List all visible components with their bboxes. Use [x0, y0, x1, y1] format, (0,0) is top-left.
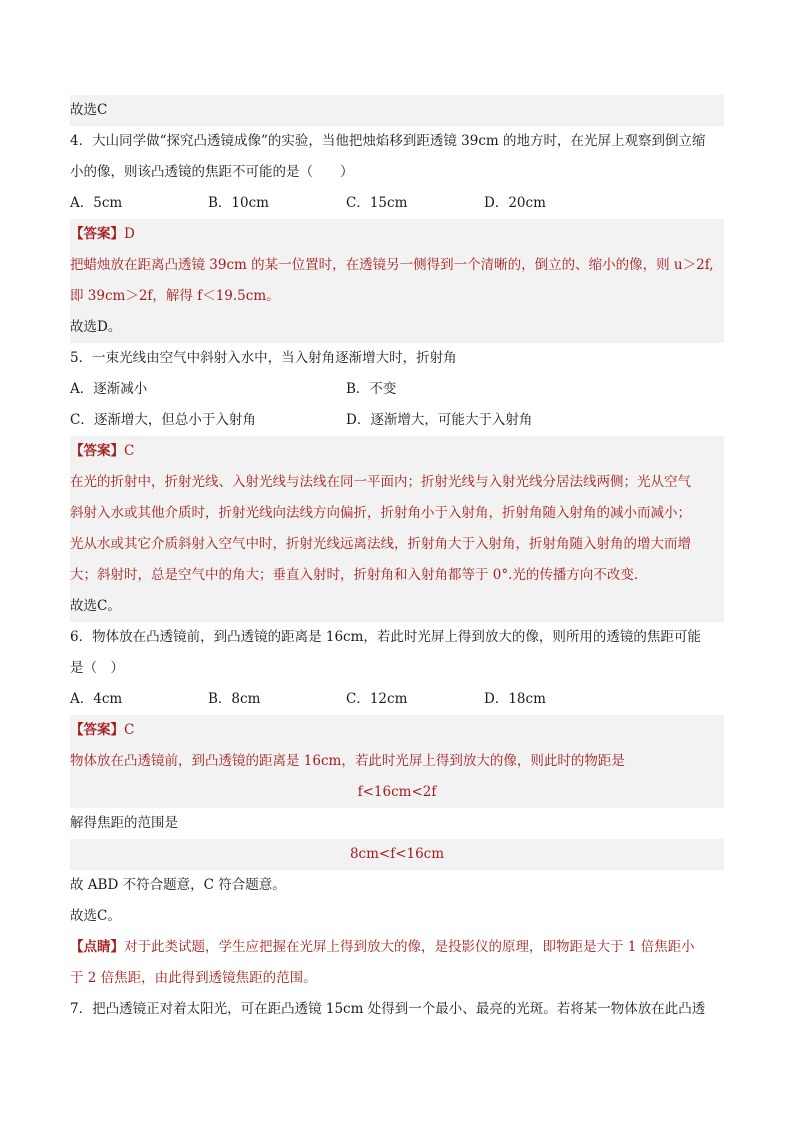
q4-answer: [70, 219, 724, 250]
q4-options: [70, 188, 724, 219]
q5-option-a: A．逐渐减小: [70, 381, 148, 397]
q6-answer-tag: 【答案】: [70, 722, 124, 738]
document-page: [70, 95, 724, 1025]
q6-formula1: f<16cm<2f: [70, 777, 724, 808]
q4-analysis-line2: 即 39cm＞2f，解得 f＜19.5cm。: [70, 281, 724, 312]
q6-analysis-line1: 物体放在凸透镜前，到凸透镜的距离是 16cm，若此时光屏上得到放大的像，则此时的物距是: [70, 746, 724, 777]
q5-conclusion: 故选C。: [70, 591, 724, 622]
q6-comment-text: 对于此类试题，学生应把握在光屏上得到放大的像，是投影仪的原理，即物距是大于 1 倍焦距小: [124, 939, 695, 955]
q4-option-d: D．20cm: [484, 195, 546, 211]
q4-option-b: B．10cm: [208, 195, 269, 211]
q6-option-a: A．4cm: [70, 691, 123, 707]
q4-conclusion: 故选D。: [70, 312, 724, 343]
q6-answer-value: C: [124, 722, 135, 738]
q4-answer-value: D: [124, 226, 135, 242]
q6-option-d: D．18cm: [484, 691, 546, 707]
q4-answer-tag: 【答案】: [70, 226, 124, 242]
q6-answer: [70, 715, 724, 746]
q6-options: [70, 684, 724, 715]
q6-stem-line2: 是（ ）: [70, 660, 124, 676]
q5-answer-value: C: [124, 443, 135, 459]
q6-option-b: B．8cm: [208, 691, 261, 707]
q6-analysis-line2: 解得焦距的范围是: [70, 815, 178, 831]
q4-stem-line1: 4．大山同学做“探究凸透镜成像”的实验，当他把烛焰移到距透镜 39cm 的地方时，在光屏上观察到倒立缩: [70, 133, 706, 149]
q5-analysis-line1: 在光的折射中，折射光线、入射光线与法线在同一平面内；折射光线与入射光线分居法线两侧；光从空气: [70, 467, 724, 498]
q6-conclusion: 故选C。: [70, 908, 121, 924]
q6-option-c: C．12cm: [346, 691, 408, 707]
q5-option-d: D．逐渐增大，可能大于入射角: [346, 412, 533, 428]
q5-option-c: C．逐渐增大，但总小于入射角: [70, 412, 256, 428]
q7-stem-line1: 7．把凸透镜正对着太阳光，可在距凸透镜 15cm 处得到一个最小、最亮的光斑。若将某一物体放在此凸透: [70, 1001, 706, 1017]
q6-comment-tag: 【点睛】: [70, 939, 124, 955]
q4-stem-line2: 小的像，则该凸透镜的焦距不可能的是（ ）: [70, 164, 354, 180]
q4-analysis-line1: 把蜡烛放在距离凸透镜 39cm 的某一位置时，在透镜另一侧得到一个清晰的，倒立的、缩小的像，则 u＞2f,: [70, 250, 724, 281]
q5-analysis-line2: 斜射入水或其他介质时，折射光线向法线方向偏折，折射角小于入射角，折射角随入射角的减小而减小；: [70, 498, 724, 529]
q5-answer-tag: 【答案】: [70, 443, 124, 459]
q6-stem-line1: 6．物体放在凸透镜前，到凸透镜的距离是 16cm，若此时光屏上得到放大的像，则所用的透镜的焦距可能: [70, 629, 701, 645]
q5-analysis-line4: 大；斜射时，总是空气中的角大；垂直入射时，折射角和入射角都等于 0°.光的传播方向不改变．: [70, 560, 724, 591]
prev-conclusion: 故选C: [70, 95, 724, 126]
q5-options-row1: [70, 374, 724, 405]
q6-comment-line2: 于 2 倍焦距，由此得到透镜焦距的范围。: [70, 970, 317, 986]
q5-analysis-line3: 光从水或其它介质斜射入空气中时，折射光线远离法线，折射角大于入射角，折射角随入射角的增大而增: [70, 529, 724, 560]
q5-answer: [70, 436, 724, 467]
q4-option-c: C．15cm: [346, 195, 408, 211]
q5-options-row2: [70, 405, 724, 436]
q4-option-a: A．5cm: [70, 195, 123, 211]
q5-option-b: B．不变: [346, 381, 397, 397]
q5-stem: 5．一束光线由空气中斜射入水中，当入射角逐渐增大时，折射角: [70, 350, 457, 366]
q6-analysis-line3: 故 ABD 不符合题意，C 符合题意。: [70, 877, 286, 893]
q6-formula2: 8cm<f<16cm: [70, 839, 724, 870]
q6-comment-line1: [70, 932, 724, 963]
